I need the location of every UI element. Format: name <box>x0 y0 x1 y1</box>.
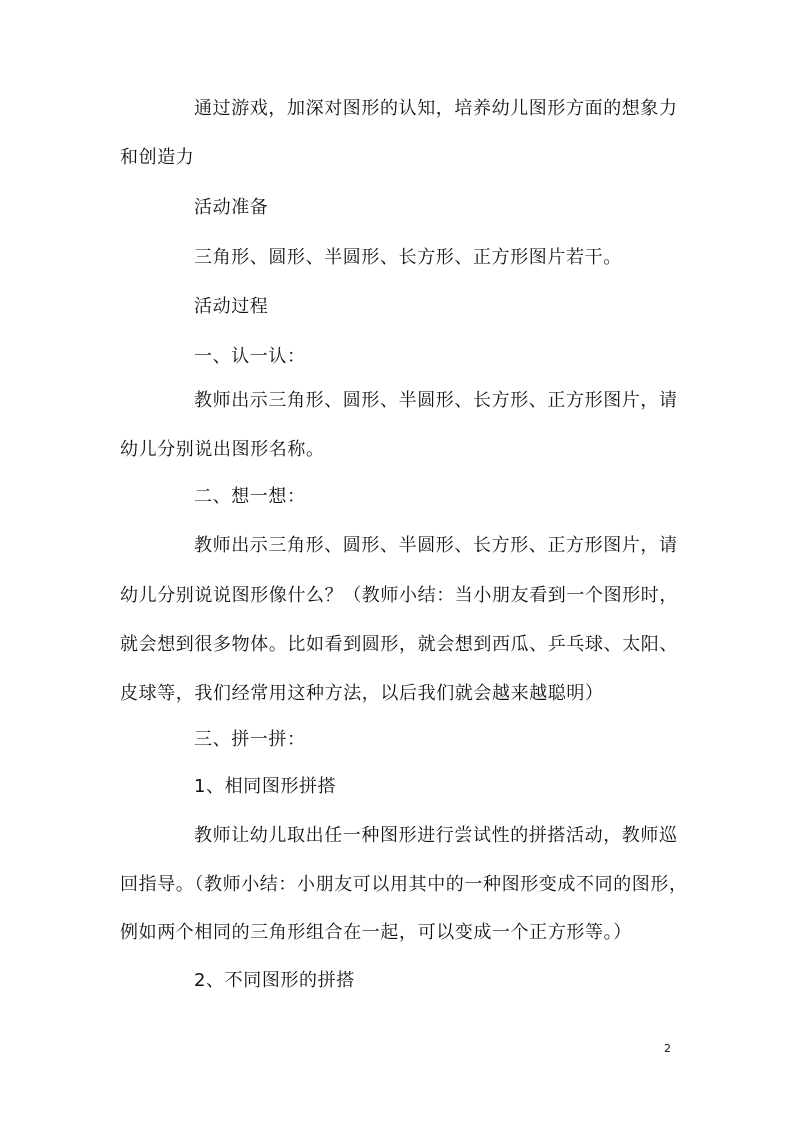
text-line: 教师出示三角形、圆形、半圆形、长方形、正方形图片，请 <box>194 535 678 556</box>
text-line: 就会想到很多物体。比如看到圆形，就会想到西瓜、乒乓球、太阳、 <box>120 634 678 655</box>
text-line: 通过游戏，加深对图形的认知，培养幼儿图形方面的想象力 <box>194 98 678 119</box>
text-line: 教师出示三角形、圆形、半圆形、长方形、正方形图片，请 <box>194 390 678 411</box>
subheading: 1、相同图形拼搭 <box>194 776 337 797</box>
text-line: 皮球等，我们经常用这种方法，以后我们就会越来越聪明） <box>120 683 604 704</box>
text-line: 教师让幼儿取出任一种图形进行尝试性的拼搭活动，教师巡 <box>194 825 678 846</box>
text-line: 幼儿分别说出图形名称。 <box>120 439 325 460</box>
subheading: 三、拼一拼： <box>194 729 306 750</box>
text-line: 三角形、圆形、半圆形、长方形、正方形图片若干。 <box>194 247 622 268</box>
subheading: 2、不同图形的拼搭 <box>194 970 355 991</box>
text-line: 例如两个相同的三角形组合在一起，可以变成一个正方形等。） <box>120 922 632 943</box>
subheading: 一、认一认： <box>194 346 306 367</box>
section-heading: 活动过程 <box>194 296 269 317</box>
text-line: 回指导。（教师小结：小朋友可以用其中的一种图形变成不同的图形， <box>120 874 688 895</box>
text-line: 和创造力 <box>120 147 195 168</box>
subheading: 二、想一想： <box>194 486 306 507</box>
section-heading: 活动准备 <box>194 197 269 218</box>
text-line: 幼儿分别说说图形像什么？（教师小结：当小朋友看到一个图形时， <box>120 585 678 606</box>
page-number: 2 <box>664 1042 671 1055</box>
